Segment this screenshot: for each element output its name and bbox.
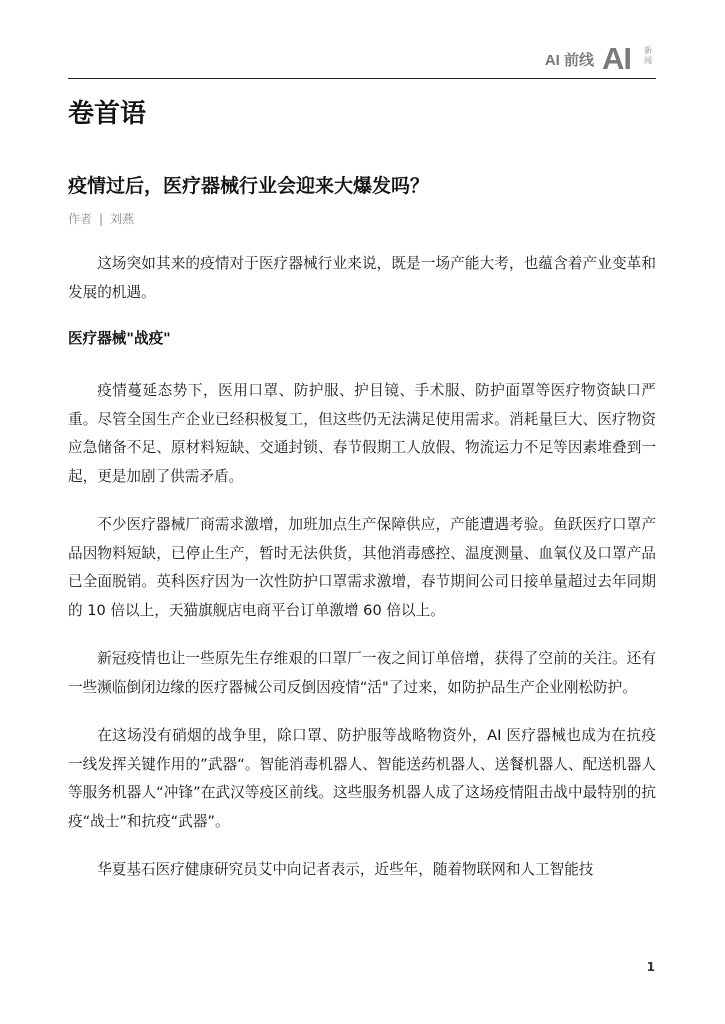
logo-letters: AI [602,41,631,76]
byline-separator: | [99,212,104,226]
page-header [68,40,656,79]
paragraph: 华夏基石医疗健康研究员艾中向记者表示，近些年，随着物联网和人工智能技 [97,861,594,878]
brand-logo [602,41,654,76]
subheading: 医疗器械"战疫" [68,330,171,347]
paragraph: 疫情蔓延态势下，医用口罩、防护服、护目镜、手术服、防护面罩等医疗物资缺口严重。尽管全国生产企业已经积极复工，但这些仍无法满足使用需求。消耗量巨大、医疗物资应急储备不足、原材料短缺、交通封锁、春节假期工人放假、物流运力不足等因素堆叠到一起，更是加剧了供需矛盾。 [68,382,656,485]
section-title: 卷首语 [68,99,147,129]
article-title: 疫情过后，医疗器械行业会迎来大爆发吗？ [68,175,430,197]
logo-caption: 新闻 [644,46,652,65]
paragraph: 不少医疗器械厂商需求激增，加班加点生产保障供应，产能遭遇考验。鱼跃医疗口罩产品因物料短缺，已停止生产，暂时无法供货，其他消毒感控、温度测量、血氧仪及口罩产品已全面脱销。英科医疗因为一次性防护口罩需求激增，春节期间公司日接单量超过去年同期的 10 倍以上，天猫旗舰店电商平台订单激增 60 倍以上。 [68,516,656,619]
brand [544,41,654,76]
article-body [68,250,656,905]
paragraph: 新冠疫情也让一些原先生存维艰的口罩厂一夜之间订单倍增，获得了空前的关注。还有一些濒临倒闭边缘的医疗器械公司反倒因疫情“活"了过来，如防护品生产企业刚松防护。 [68,650,656,696]
paragraph: 在这场没有硝烟的战争里，除口罩、防护服等战略物资外，AI 医疗器械也成为在抗疫一线发挥关键作用的”武器“。智能消毒机器人、智能送药机器人、送餐机器人、配送机器人等服务机器人“冲锋”在武汉等疫区前线。这些服务机器人成了这场疫情阻击战中最特别的抗疫“战士”和抗疫“武器”。 [68,727,656,830]
page-number: 1 [646,960,655,974]
byline [68,210,134,228]
paragraph: 这场突如其来的疫情对于医疗器械行业来说，既是一场产能大考，也蕴含着产业变革和发展的机遇。 [68,255,656,301]
author-name: 刘燕 [110,212,135,226]
brand-text: AI 前线 [544,52,594,69]
author-label: 作者 [68,212,93,226]
